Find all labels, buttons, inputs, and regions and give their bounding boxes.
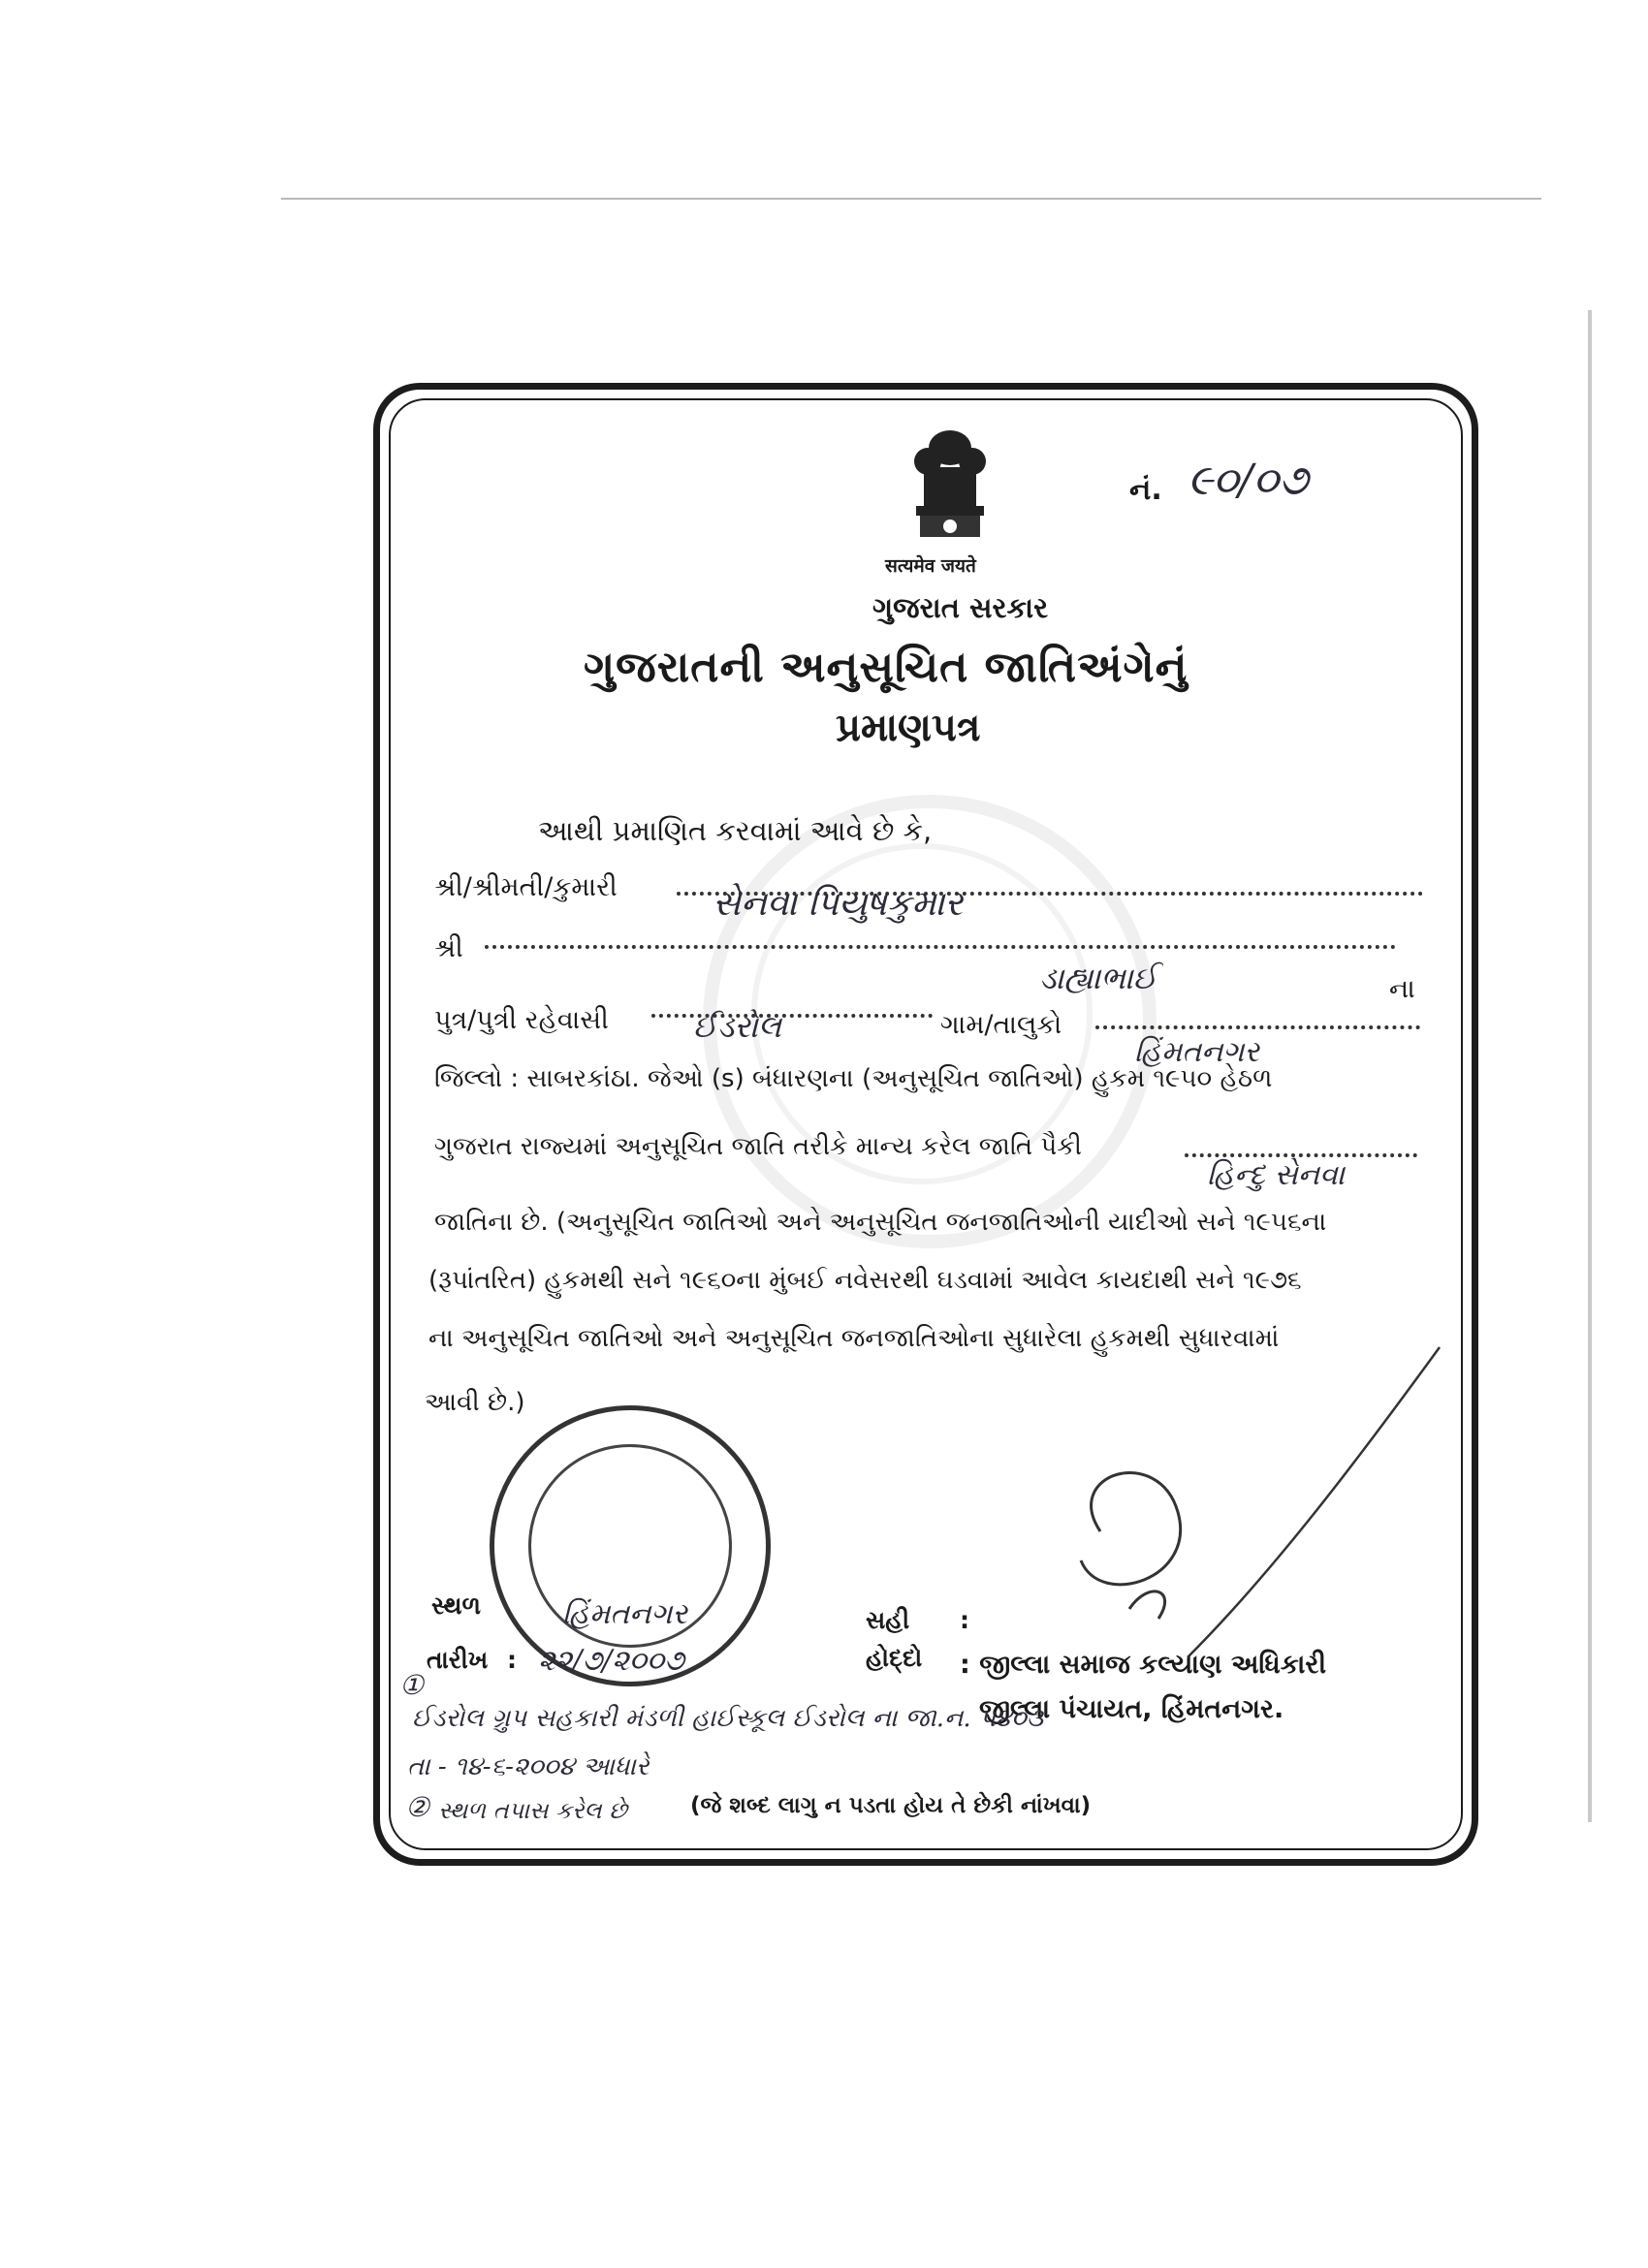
signature-label: સહી [866, 1606, 910, 1634]
designation-label: હોદ્દો [866, 1644, 923, 1672]
father-label: શ્રી [434, 933, 463, 963]
government-name: ગુજરાત સરકાર [872, 591, 1049, 624]
name-value: સેનવા પિયુષકુમાર [713, 884, 964, 924]
caste-value: હિન્દુ સેનવા [1207, 1158, 1346, 1192]
national-emblem-icon [906, 426, 994, 552]
certificate-number-label: નં. [1129, 473, 1162, 507]
scan-edge-line-right [1588, 310, 1592, 1822]
strike-instruction: (જે શબ્દ લાગુ ન પડતા હોય તે છેકી નાંખવા) [690, 1793, 1092, 1818]
para-line-2: ગુજરાત રાજ્યમાં અનુસૂચિત જાતિ તરીકે માન્ય કરેલ જાતિ પૈકી [434, 1132, 1082, 1161]
certificate-number-value: ૯૦/૦૭ [1188, 456, 1309, 505]
para-line-1: જિલ્લો : સાબરકાંઠા. જેઓ (s) બંધારણના (અનુસૂચિત જાતિઓ) હુકમ ૧૯૫૦ હેઠળ [434, 1064, 1273, 1093]
village-dotted-line [1095, 1025, 1420, 1029]
date-colon: : [507, 1646, 517, 1674]
father-suffix: ના [1389, 974, 1415, 1004]
father-value: ડાહ્યાભાઈ [1039, 960, 1157, 996]
para-line-4: (રૂપાંતરિત) હુકમથી સને ૧૯૬૦ના મુંબઈ નવેસરથી ઘડવામાં આવેલ કાયદાથી સને ૧૯૭૬ [428, 1266, 1302, 1295]
name-label: શ્રી/શ્રીમતી/કુમારી [434, 872, 618, 902]
para-line-3: જાતિના છે. (અનુસૂચિત જાતિઓ અને અનુસૂચિત જનજાતિઓની યાદીઓ સને ૧૯૫૬ના [434, 1208, 1327, 1237]
village-label: ગામ/તાલુકો [940, 1010, 1062, 1040]
date-value: ૨૨/૭/૨૦૦૭ [538, 1644, 684, 1678]
note-1-line-1: ઈડરોલ ગ્રુપ સહકારી મંડળી હાઈસ્કૂલ ઈડરોલ ના જા.ન. ૫૪૦૩ [412, 1704, 1044, 1733]
resident-value: ઈડરોલ [693, 1008, 782, 1045]
note-1-line-2: તા - ૧૪-૬-૨૦૦૪ આધારે [407, 1752, 650, 1781]
date-label: તારીખ [427, 1646, 489, 1674]
place-label: સ્થળ [431, 1591, 482, 1620]
note-1-marker: ① [399, 1669, 425, 1701]
signature-colon: : [960, 1606, 969, 1634]
place-value: હિંમતનગર [562, 1597, 687, 1631]
emblem-motto: सत्यमेव जयते [885, 555, 976, 577]
scan-edge-line [281, 198, 1541, 200]
resident-label: પુત્ર/પુત્રી રહેવાસી [434, 1005, 609, 1035]
village-value: હિંમતનગર [1134, 1035, 1259, 1069]
note-2-text: સ્થળ તપાસ કરેલ છે [438, 1797, 627, 1824]
caste-dotted-line [1185, 1153, 1417, 1157]
para-line-6: આવી છે.) [425, 1388, 525, 1417]
father-dotted-line [485, 945, 1396, 949]
designation-line-2: જીલ્લા પંચાયત, હિંમતનગર. [979, 1694, 1284, 1724]
designation-line-1: : જીલ્લા સમાજ કલ્યાણ અધિકારી [960, 1650, 1327, 1680]
intro-text: આથી પ્રમાણિત કરવામાં આવે છે કે, [538, 814, 933, 847]
certificate-title: ગુજરાતની અનુસૂચિત જાતિઅંગેનું [584, 643, 1188, 692]
para-line-5: ના અનુસૂચિત જાતિઓ અને અનુસૂચિત જનજાતિઓના સુધારેલા હુકમથી સુધારવામાં [428, 1324, 1280, 1353]
certificate-title-line2: પ્રમાણપત્ર [836, 706, 981, 750]
note-2-marker: ② [405, 1791, 430, 1823]
